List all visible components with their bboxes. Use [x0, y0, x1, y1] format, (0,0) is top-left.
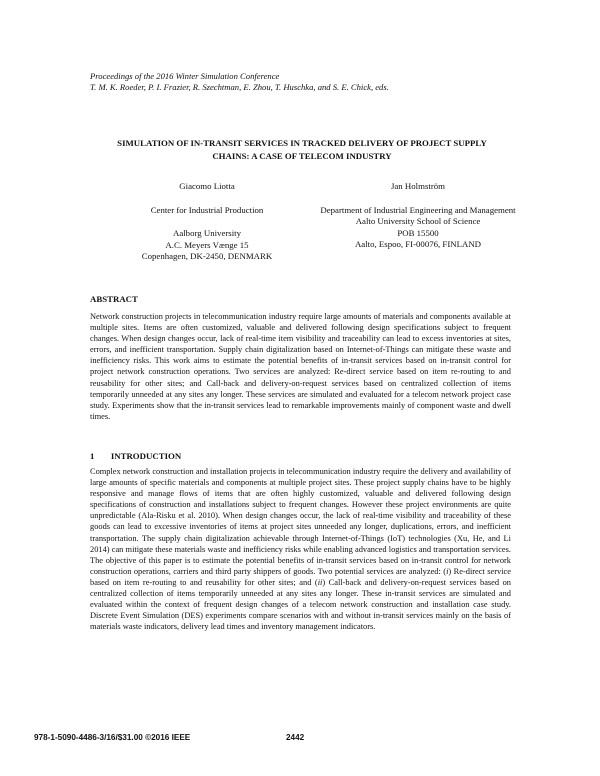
- section-title: INTRODUCTION: [110, 451, 182, 461]
- author-name: Giacomo Liotta: [179, 181, 235, 191]
- author-address-line: Aalto, Espoo, FI-00076, FINLAND: [354, 239, 482, 249]
- intro-roman-i: i: [446, 566, 449, 576]
- author-address-line: Aalborg University: [172, 228, 241, 238]
- proceedings-editors: T. M. K. Roeder, P. I. Frazier, R. Szechtman, E. Zhou, T. Huschka, and S. E. Chick, eds.: [90, 82, 389, 92]
- paper-title-line2: CHAINS: A CASE OF TELECOM INDUSTRY: [212, 151, 392, 161]
- proceedings-title: Proceedings of the 2016 Winter Simulation Conference: [90, 71, 280, 81]
- introduction-text: [90, 466, 511, 632]
- paper-title: [86, 137, 518, 163]
- author-institution: Department of Industrial Engineering and Management: [320, 204, 516, 215]
- paper-title-line1: SIMULATION OF IN-TRANSIT SERVICES IN TRACKED DELIVERY OF PROJECT SUPPLY: [117, 138, 487, 148]
- author-name: Jan Holmström: [390, 181, 445, 191]
- section-number: 1: [90, 451, 95, 461]
- author-address-line: Copenhagen, DK-2450, DENMARK: [141, 251, 273, 261]
- intro-text-part: Complex network construction and installation projects in telecommunication industry require the delivery and availability of large amounts of specific materials and components at multiple project sites. These project supply chains have to be highly responsive and manage flows of items that are often highly customized, valuable and delivered following design specifications of construction and installations subject to frequent changes. However these project environments are quite unpredictable (Ala-Risku et al. 2010). When design changes occur, the lack of real-time visibility and traceability of these goods can lead to excessive inventories of items at project sites unneeded any longer, duplications, errors, and inefficient transportation. The supply chain digitalization achievable through Internet-of-Things (IoT) technologies (Xu, He, and Li 2014) can mitigate these materials waste and inefficiency risks while enabling advanced logistics and transportation services. The objective of this paper is to estimate the potential benefits of in-transit services based on in-transit control for network construction operations, carriers and third party shippers of goods. Two potential services are analyzed: (: [90, 467, 511, 576]
- author-institution: Center for Industrial Production: [150, 204, 264, 215]
- author-block-1: [112, 181, 302, 263]
- intro-roman-ii: ii: [317, 577, 323, 587]
- abstract-text: Network construction projects in telecommunication industry require large amounts of materials and components available at multiple sites. Items are often customized, valuable and delivered following design specifications subject to frequent changes. When design changes occur, lack of real-time item visibility and traceability can lead to excess inventories at sites, errors, and inefficient transportation. Supply chain digitalization based on Internet-of-Things can mitigate these waste and inefficiency risks. This work aims to estimate the potential benefits of in-transit services based on in-transit control for project network construction operations. Two services are analyzed: Re-direct service based on item re-routing to and reusability for other sites; and Call-back and delivery-on-request services based on centralized collection of items temporarily unneeded at any sites any longer. These services are simulated and evaluated for a telecom network project case study. Experiments show that the in-transit services lead to remarkable improvements mainly of component waste and dwell times.: [90, 312, 511, 421]
- author-block-2: [318, 181, 518, 251]
- abstract-heading: ABSTRACT: [90, 294, 138, 304]
- author-address-line: A.C. Meyers Vænge 15: [165, 239, 249, 250]
- footer-isbn: 978-1-5090-4486-3/16/$31.00 ©2016 IEEE: [34, 733, 191, 742]
- section-heading: [90, 451, 181, 461]
- author-address-line: Aalto University School of Science: [355, 216, 481, 226]
- intro-text-part: ) Call-back and delivery-on-request services based on centralized collection of items temporarily unneeded at any sites any longer. These in-transit services are simulated and evaluated within the context of frequent design changes of a telecom network construction and installation case study. Discrete Event Simulation (DES) experiments compare scenarios with and without in-transit services mainly on the basis of materials waste indicators, delivery lead times and inventory management indicators.: [90, 577, 511, 632]
- page-number: 2442: [286, 733, 305, 742]
- proceedings-header: [90, 71, 550, 93]
- intro-text-part: ) Re-direct service based on item re-routing to and reusability for other sites; and (: [90, 566, 511, 587]
- author-address-line: POB 15500: [397, 227, 439, 238]
